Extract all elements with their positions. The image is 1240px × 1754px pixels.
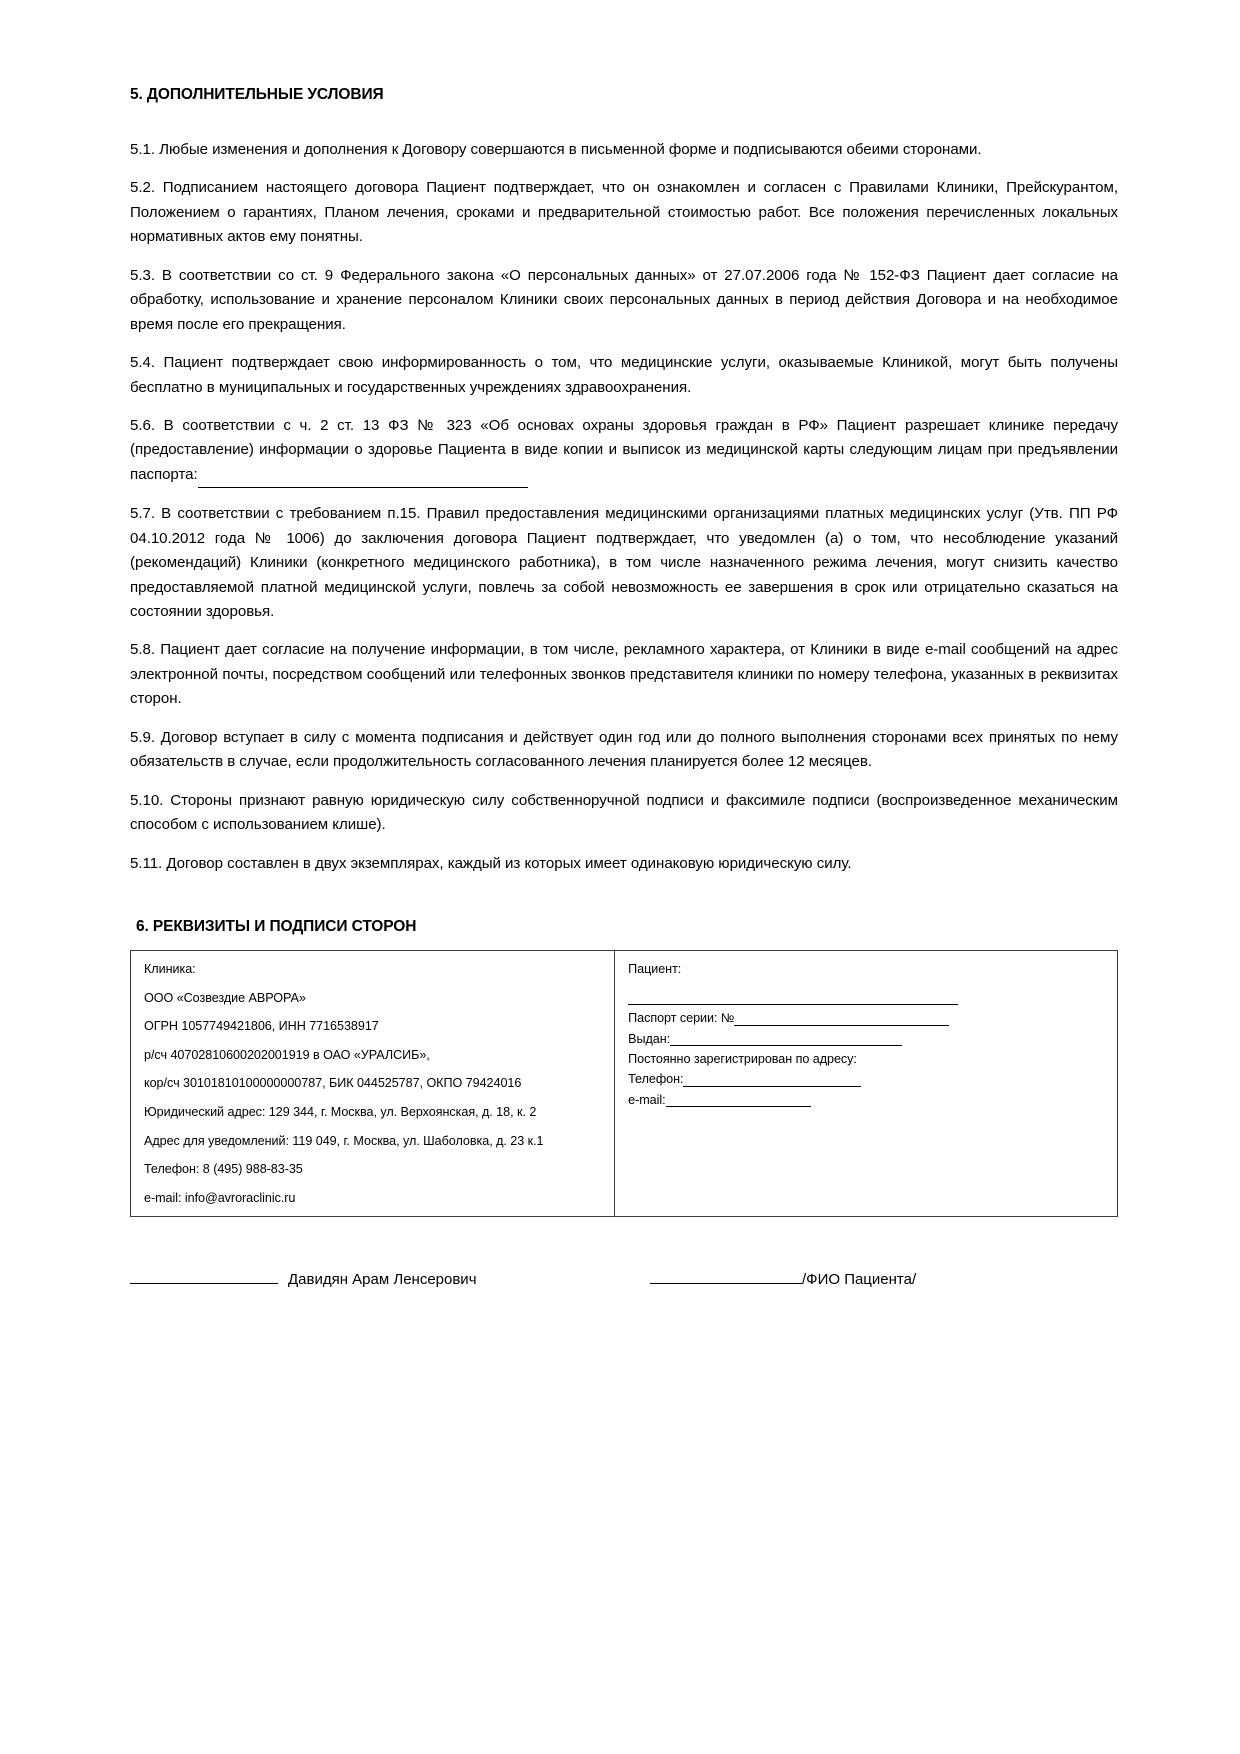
patient-issued-row bbox=[628, 1033, 1105, 1047]
patient-phone-row bbox=[628, 1073, 1105, 1087]
patient-label: Пациент: bbox=[628, 961, 682, 976]
patient-registration-label: Постоянно зарегистрирован по адресу: bbox=[628, 1052, 857, 1067]
clinic-legal-address: Юридический адрес: 129 344, г. Москва, ул. Верхоянская, д. 18, к. 2 bbox=[144, 1104, 537, 1119]
patient-email-input[interactable] bbox=[666, 1094, 811, 1108]
signature-row bbox=[130, 1271, 1118, 1288]
clinic-phone: Телефон: 8 (495) 988-83-35 bbox=[144, 1162, 303, 1177]
patient-issued-input[interactable] bbox=[670, 1033, 902, 1047]
patient-name-input[interactable] bbox=[628, 992, 958, 1006]
clause-5-9: 5.9. Договор вступает в силу с момента подписания и действует один год или до полного выполнения сторонами всех принятых по нему обязательств в случае, если продолжительность согласованного лечения планируется более 12 месяцев. bbox=[130, 728, 1118, 771]
clinic-signatory-name: Давидян Арам Ленсерович bbox=[288, 1271, 477, 1289]
section-5-heading: 5. ДОПОЛНИТЕЛЬНЫЕ УСЛОВИЯ bbox=[130, 86, 384, 103]
clinic-email: e-mail: info@avroraclinic.ru bbox=[144, 1190, 296, 1205]
recipients-fill-line[interactable] bbox=[198, 463, 528, 488]
clinic-ogrn-inn: ОГРН 1057749421806, ИНН 7716538917 bbox=[144, 1019, 379, 1034]
clause-5-10: 5.10. Стороны признают равную юридическую силу собственноручной подписи и факсимиле подписи (воспроизведенное механическим способом с использованием клише). bbox=[130, 791, 1118, 834]
section-6-heading: 6. РЕКВИЗИТЫ И ПОДПИСИ СТОРОН bbox=[136, 917, 417, 935]
patient-phone-label: Телефон: bbox=[628, 1071, 684, 1086]
clinic-notification-address: Адрес для уведомлений: 119 049, г. Москва, ул. Шаболовка, д. 23 к.1 bbox=[144, 1133, 544, 1148]
clause-5-6 bbox=[130, 414, 1118, 488]
clause-5-8: 5.8. Пациент дает согласие на получение информации, в том числе, рекламного характера, от Клиники в виде e-mail сообщений на адрес электронной почты, посредством сообщений или телефонных звонков представителя клиники по номеру телефона, указанных в реквизитах сторон. bbox=[130, 641, 1118, 708]
clause-5-11: 5.11. Договор составлен в двух экземплярах, каждый из которых имеет одинаковую юридическую силу. bbox=[130, 854, 852, 872]
patient-email-label: e-mail: bbox=[628, 1092, 666, 1107]
patient-requisites-cell bbox=[615, 950, 1118, 1216]
patient-signature-block bbox=[650, 1271, 916, 1288]
table-row bbox=[131, 950, 1118, 1216]
clause-5-2: 5.2. Подписанием настоящего договора Пациент подтверждает, что он ознакомлен и согласен с Правилами Клиники, Прейскурантом, Положением о гарантиях, Планом лечения, сроками и предварительной стоимостью работ. Все положения перечисленных локальных нормативных актов ему понятны. bbox=[130, 179, 1118, 246]
clause-5-3: 5.3. В соответствии со ст. 9 Федерального закона «О персональных данных» от 27.07.2006 года № 152-ФЗ Пациент дает согласие на обработку, использование и хранение персоналом Клиники своих персональных данных в период действия Договора и на необходимое время после его прекращения. bbox=[130, 266, 1118, 333]
clinic-corr-account: кор/сч 30101810100000000787, БИК 044525787, ОКПО 79424016 bbox=[144, 1076, 522, 1091]
clinic-signature-block bbox=[130, 1271, 650, 1288]
patient-passport-label: Паспорт серии: № bbox=[628, 1011, 735, 1026]
clause-5-4: 5.4. Пациент подтверждает свою информированность о том, что медицинские услуги, оказываемые Клиникой, могут быть получены бесплатно в муниципальных и государственных учреждениях здравоохранения. bbox=[130, 354, 1118, 396]
patient-passport-row bbox=[628, 1012, 1105, 1026]
patient-signature-line[interactable] bbox=[650, 1283, 802, 1284]
patient-email-row bbox=[628, 1094, 1105, 1108]
requisites-table bbox=[130, 950, 1118, 1217]
clause-5-6-text: 5.6. В соответствии с ч. 2 ст. 13 ФЗ № 323 «Об основах охраны здоровья граждан в РФ» Пациент разрешает клинике передачу (предоставление) информации о здоровье Пациента в виде копии и выписок из медицинской карты следующим лицам при предъявлении паспорта: bbox=[130, 416, 1118, 483]
clause-5-7: 5.7. В соответствии с требованием п.15. Правил предоставления медицинскими организациями платных медицинских услуг (Утв. ПП РФ 04.10.2012 года № 1006) до заключения договора Пациент подтверждает, что уведомлен (а) о том, что несоблюдение указаний (рекомендаций) Клиники (конкретного медицинского работника), в том числе назначенного режима лечения, могут снизить качество предоставляемой платной медицинской услуги, повлечь за собой невозможность ее завершения в срок или отрицательно сказаться на состоянии здоровья. bbox=[130, 505, 1118, 620]
clause-5-1: 5.1. Любые изменения и дополнения к Договору совершаются в письменной форме и подписываются обеими сторонами. bbox=[130, 141, 982, 158]
patient-name-row bbox=[628, 992, 1105, 1006]
clinic-account: р/сч 40702810600202001919 в ОАО «УРАЛСИБ», bbox=[144, 1047, 430, 1062]
patient-phone-input[interactable] bbox=[683, 1073, 861, 1087]
clinic-signature-line[interactable] bbox=[130, 1283, 278, 1284]
clinic-name: ООО «Созвездие АВРОРА» bbox=[144, 990, 306, 1005]
patient-signatory-name: /ФИО Пациента/ bbox=[802, 1271, 917, 1289]
patient-passport-input[interactable] bbox=[734, 1012, 949, 1026]
clinic-label: Клиника: bbox=[144, 961, 196, 976]
patient-issued-label: Выдан: bbox=[628, 1031, 671, 1046]
clinic-requisites-cell bbox=[131, 950, 615, 1216]
